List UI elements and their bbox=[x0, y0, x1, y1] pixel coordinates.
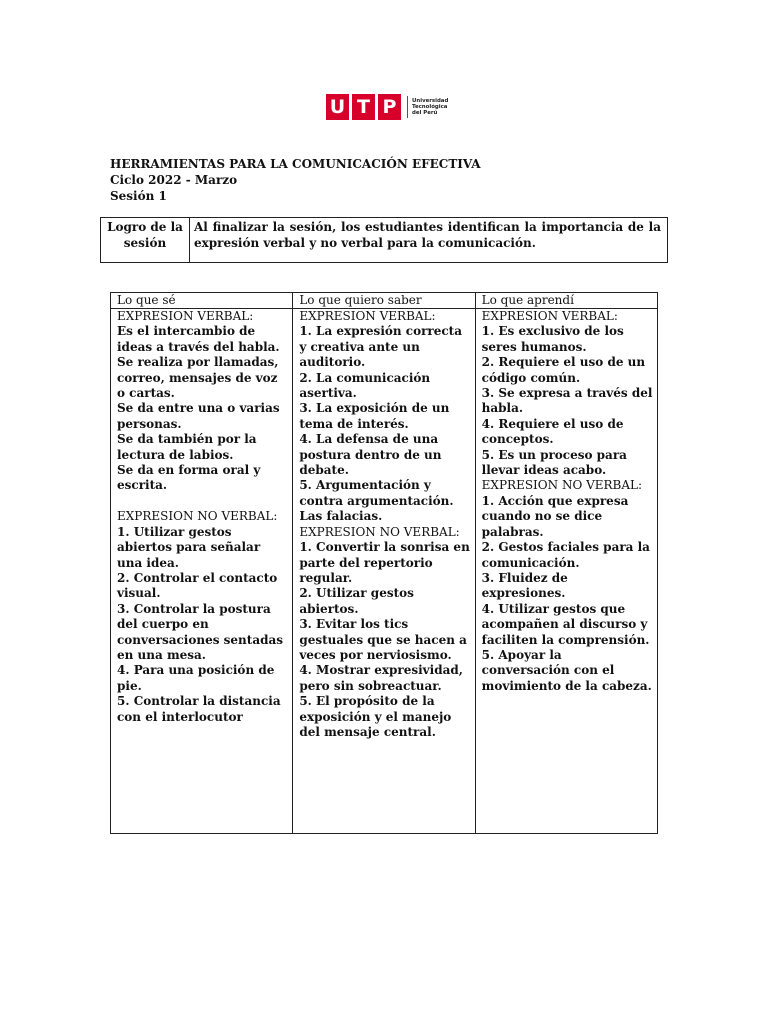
logo-line-1: Universidad bbox=[412, 98, 449, 104]
column-0-line: 4. Para una posición de pie. bbox=[117, 663, 279, 693]
column-2-line: EXPRESION NO VERBAL: bbox=[481, 478, 643, 493]
logo-line-3: del Perú bbox=[412, 110, 438, 116]
column-1-line: 4. La defensa de una postura dentro de un debate. bbox=[299, 432, 446, 478]
column-1-line: 2. La comunicación asertiva. bbox=[299, 370, 435, 401]
column-1-line: 5. Argumentación y contra argumentación. Las falacias. bbox=[299, 478, 458, 524]
logro-text: Al finalizar la sesión, los estudiantes identifican la importancia de la expresión verbal y no verbal para la comunicación. bbox=[190, 218, 668, 263]
column-1-line: 2. Utilizar gestos abiertos. bbox=[299, 586, 419, 616]
header-lo-que-aprendi: Lo que aprendí bbox=[475, 293, 657, 309]
column-2-line: 1. Es exclusivo de los seres humanos. bbox=[481, 324, 628, 354]
column-0-line: Se da en forma oral y escrita. bbox=[117, 463, 265, 493]
column-lo-que-aprendi bbox=[475, 309, 657, 834]
kwl-table bbox=[110, 292, 658, 834]
column-0-line: Es el intercambio de ideas a través del habla. bbox=[117, 324, 280, 354]
header-lo-que-quiero-saber: Lo que quiero saber bbox=[293, 293, 475, 309]
column-2-line: 2. Requiere el uso de un código común. bbox=[481, 355, 650, 385]
column-1-line: 3. Evitar los tics gestuales que se hacen a veces por nerviosismo. bbox=[299, 617, 472, 662]
column-2-line: 3. Fluidez de expresiones. bbox=[481, 570, 572, 601]
column-1-line: 1. Convertir la sonrisa en parte del repertorio regular. bbox=[299, 540, 474, 585]
column-1-line: 5. El propósito de la exposición y el manejo del mensaje central. bbox=[299, 694, 456, 739]
column-2-line: 4. Utilizar gestos que acompañen al discurso y faciliten la comprensión. bbox=[481, 601, 652, 647]
column-0-line: 5. Controlar la distancia con el interlocutor bbox=[117, 694, 285, 724]
column-2-line: 5. Es un proceso para llevar ideas acabo. bbox=[481, 447, 632, 478]
logo-university-name bbox=[412, 98, 448, 116]
column-1-line: 4. Mostrar expresividad, pero sin sobreactuar. bbox=[299, 663, 468, 693]
column-0-line: Se da entre una o varias personas. bbox=[117, 401, 284, 431]
column-1-line: 3. La exposición de un tema de interés. bbox=[299, 401, 454, 431]
logo-divider bbox=[407, 96, 408, 118]
column-0-line: 2. Controlar el contacto visual. bbox=[117, 570, 282, 601]
utp-logo bbox=[326, 94, 448, 120]
column-0-line: EXPRESION VERBAL: bbox=[117, 309, 254, 323]
column-0-line bbox=[117, 494, 288, 509]
document-session: Sesión 1 bbox=[110, 189, 167, 203]
column-2-line: 2. Gestos faciales para la comunicación. bbox=[481, 540, 655, 570]
column-1-line: 1. La expresión correcta y creativa ante un auditorio. bbox=[299, 324, 467, 370]
column-1-line: EXPRESION VERBAL: bbox=[299, 309, 436, 323]
kwl-body-row bbox=[111, 309, 658, 834]
document-header bbox=[110, 156, 481, 204]
column-2-line: 4. Requiere el uso de conceptos. bbox=[481, 416, 628, 447]
logro-table bbox=[100, 217, 668, 263]
column-1-line: EXPRESION NO VERBAL: bbox=[299, 524, 460, 539]
column-2-line: EXPRESION VERBAL: bbox=[481, 309, 618, 323]
logo-line-2: Tecnológica bbox=[412, 104, 448, 110]
column-0-line: EXPRESION NO VERBAL: bbox=[117, 509, 278, 524]
column-0-line: Se realiza por llamadas, correo, mensajes de voz o cartas. bbox=[117, 355, 283, 401]
logo-letter-u: U bbox=[326, 94, 349, 120]
column-0-line: 3. Controlar la postura del cuerpo en conversaciones sentadas en una mesa. bbox=[117, 601, 288, 662]
logo-letter-p: P bbox=[378, 94, 401, 120]
header-lo-que-se: Lo que sé bbox=[111, 293, 293, 309]
column-2-line: 5. Apoyar la conversación con el movimiento de la cabeza. bbox=[481, 647, 652, 693]
logo-letter-t: T bbox=[352, 94, 375, 120]
kwl-header-row bbox=[111, 293, 658, 309]
column-0-line: 1. Utilizar gestos abiertos para señalar una idea. bbox=[117, 524, 265, 570]
column-0-line: Se da también por la lectura de labios. bbox=[117, 432, 261, 462]
document-cycle: Ciclo 2022 - Marzo bbox=[110, 173, 238, 187]
logro-label: Logro de la sesión bbox=[101, 218, 190, 263]
document-title: HERRAMIENTAS PARA LA COMUNICACIÓN EFECTIVA bbox=[110, 157, 481, 171]
column-lo-que-se bbox=[111, 309, 293, 834]
column-2-line: 1. Acción que expresa cuando no se dice palabras. bbox=[481, 493, 633, 539]
column-2-line: 3. Se expresa a través del habla. bbox=[481, 386, 657, 416]
column-lo-que-quiero-saber bbox=[293, 309, 475, 834]
